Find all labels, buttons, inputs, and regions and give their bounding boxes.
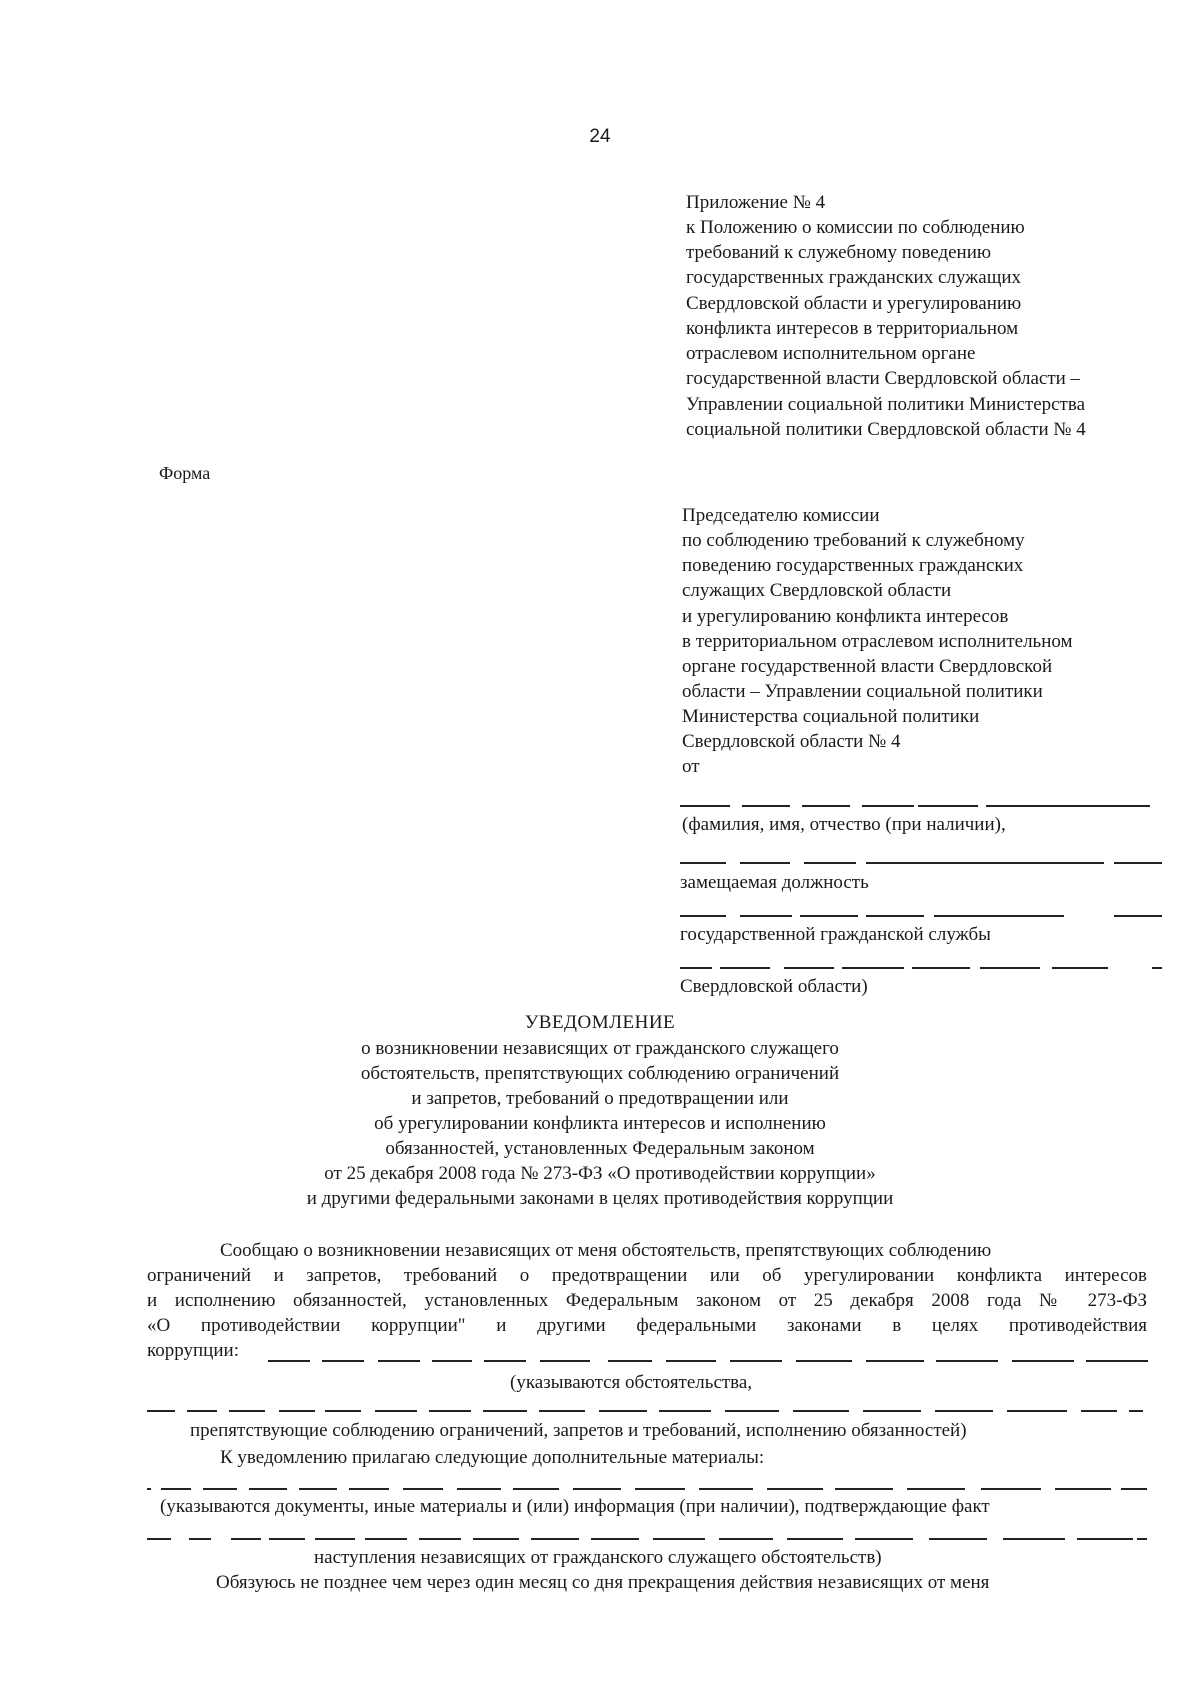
addressee-line: от bbox=[682, 756, 700, 777]
appendix-line: социальной политики Свердловской области № 4 bbox=[686, 419, 1086, 440]
appendix-line: государственной власти Свердловской области – bbox=[686, 368, 1081, 389]
body-paragraph-line: и исполнению обязанностей, установленных Федеральным законом от 25 декабря 2008 года № 273-ФЗ bbox=[147, 1290, 1147, 1311]
document-title: УВЕДОМЛЕНИЕ bbox=[524, 1012, 676, 1033]
blank-dash bbox=[1129, 1410, 1143, 1412]
addressee-line: поведению государственных гражданских bbox=[682, 555, 1024, 576]
blank-dash bbox=[279, 1410, 315, 1412]
attach-line: К уведомлению прилагаю следующие дополнительные материалы: bbox=[220, 1447, 765, 1468]
blank-dash bbox=[315, 1538, 355, 1540]
blank-dash bbox=[539, 1410, 585, 1412]
blank-dash bbox=[1114, 862, 1162, 864]
body-paragraph-line: Сообщаю о возникновении независящих от меня обстоятельств, препятствующих соблюдению bbox=[220, 1240, 992, 1261]
page-number: 24 bbox=[589, 126, 611, 147]
caption-position: замещаемая должность bbox=[680, 872, 869, 893]
blank-dash bbox=[719, 1538, 773, 1540]
blank-dash bbox=[1046, 805, 1150, 807]
addressee-line: органе государственной власти Свердловской bbox=[682, 656, 1053, 677]
blank-dash bbox=[269, 1538, 305, 1540]
caption-service: государственной гражданской службы bbox=[680, 924, 991, 945]
blank-dash bbox=[1152, 967, 1162, 969]
blank-dash bbox=[767, 1488, 823, 1490]
form-label: Форма bbox=[159, 463, 211, 483]
caption-circumstances: (указываются обстоятельства, bbox=[510, 1372, 753, 1393]
blank-dash bbox=[375, 1410, 417, 1412]
blank-dash bbox=[793, 1410, 849, 1412]
blank-dash bbox=[365, 1538, 407, 1540]
appendix-line: Управлении социальной политики Министерства bbox=[686, 394, 1086, 415]
blank-dash bbox=[863, 1410, 921, 1412]
blank-dash bbox=[231, 1538, 261, 1540]
blank-dash bbox=[513, 1488, 559, 1490]
blank-dash bbox=[573, 1488, 621, 1490]
blank-dash bbox=[635, 1488, 685, 1490]
blank-dash bbox=[653, 1538, 705, 1540]
blank-dash bbox=[740, 915, 792, 917]
blank-dash bbox=[934, 915, 1002, 917]
blank-dash bbox=[322, 1360, 364, 1362]
appendix-line: к Положению о комиссии по соблюдению bbox=[686, 217, 1025, 238]
blank-dash bbox=[855, 1538, 913, 1540]
blank-dash bbox=[936, 1360, 998, 1362]
blank-dash bbox=[483, 1410, 527, 1412]
blank-dash bbox=[608, 1360, 652, 1362]
blank-dash bbox=[325, 1410, 361, 1412]
blank-dash bbox=[866, 915, 924, 917]
blank-dash bbox=[666, 1360, 716, 1362]
appendix-line: Приложение № 4 bbox=[686, 192, 826, 213]
appendix-line: отраслевом исполнительном органе bbox=[686, 343, 976, 364]
blank-dash bbox=[1137, 1538, 1147, 1540]
blank-line-circumstances-2[interactable] bbox=[147, 1410, 1147, 1411]
blank-line-name[interactable] bbox=[680, 805, 1150, 806]
appendix-line: государственных гражданских служащих bbox=[686, 267, 1021, 288]
blank-dash bbox=[1007, 1410, 1067, 1412]
blank-dash bbox=[378, 1360, 420, 1362]
blank-dash bbox=[986, 805, 1046, 807]
blank-dash bbox=[912, 967, 970, 969]
caption-documents-2: наступления независящих от гражданского служащего обстоятельств) bbox=[314, 1547, 882, 1568]
corruption-label: коррупции: bbox=[147, 1340, 239, 1361]
body-paragraph-line: «О противодействии коррупции" и другими федеральными законами в целях противодействия bbox=[147, 1315, 1147, 1336]
blank-dash bbox=[591, 1538, 639, 1540]
blank-dash bbox=[929, 1538, 987, 1540]
blank-dash bbox=[742, 805, 790, 807]
subtitle-line: от 25 декабря 2008 года № 273-ФЗ «О противодействии коррупции» bbox=[324, 1163, 876, 1184]
blank-dash bbox=[787, 1538, 843, 1540]
blank-dash bbox=[725, 1410, 779, 1412]
blank-line-service[interactable] bbox=[680, 915, 1162, 916]
blank-dash bbox=[403, 1488, 443, 1490]
blank-dash bbox=[1121, 1488, 1147, 1490]
blank-dash bbox=[1052, 967, 1108, 969]
appendix-line: Свердловской области и урегулированию bbox=[686, 293, 1022, 314]
blank-dash bbox=[680, 967, 712, 969]
blank-dash bbox=[796, 1360, 852, 1362]
addressee-line: в территориальном отраслевом исполнительном bbox=[682, 631, 1073, 652]
blank-dash bbox=[730, 1360, 782, 1362]
blank-dash bbox=[980, 967, 1040, 969]
blank-dash bbox=[680, 805, 730, 807]
appendix-line: конфликта интересов в территориальном bbox=[686, 318, 1019, 339]
blank-dash bbox=[866, 1360, 924, 1362]
subtitle-line: и другими федеральными законами в целях противодействия коррупции bbox=[306, 1188, 894, 1209]
blank-dash bbox=[1002, 915, 1064, 917]
subtitle-line: обязанностей, установленных Федеральным законом bbox=[385, 1138, 815, 1159]
blank-dash bbox=[680, 862, 726, 864]
blank-dash bbox=[299, 1488, 337, 1490]
caption-circumstances-2: препятствующие соблюдению ограничений, запретов и требований, исполнению обязанностей) bbox=[190, 1420, 967, 1441]
blank-dash bbox=[802, 805, 850, 807]
addressee-line: Свердловской области № 4 bbox=[682, 731, 901, 752]
blank-dash bbox=[229, 1410, 265, 1412]
subtitle-line: о возникновении независящих от гражданского служащего bbox=[361, 1038, 839, 1059]
blank-dash bbox=[189, 1538, 211, 1540]
blank-dash bbox=[147, 1410, 175, 1412]
blank-dash bbox=[484, 1360, 526, 1362]
subtitle-line: об урегулировании конфликта интересов и исполнению bbox=[374, 1113, 826, 1134]
body-paragraph-line: ограничений и запретов, требований о предотвращении или об урегулировании конфликта интересов bbox=[147, 1265, 1147, 1286]
blank-dash bbox=[907, 1488, 965, 1490]
blank-dash bbox=[147, 1538, 171, 1540]
blank-dash bbox=[842, 967, 904, 969]
blank-dash bbox=[1114, 915, 1162, 917]
caption-documents: (указываются документы, иные материалы и (или) информация (при наличии), подтверждающие факт bbox=[160, 1496, 990, 1517]
blank-dash bbox=[187, 1410, 217, 1412]
blank-dash bbox=[1086, 1360, 1148, 1362]
addressee-line: области – Управлении социальной политики bbox=[682, 681, 1043, 702]
blank-dash bbox=[935, 1410, 993, 1412]
blank-dash bbox=[981, 1488, 1041, 1490]
blank-dash bbox=[804, 862, 856, 864]
blank-dash bbox=[1012, 1360, 1074, 1362]
blank-dash bbox=[1055, 1488, 1111, 1490]
blank-dash bbox=[473, 1538, 519, 1540]
blank-dash bbox=[998, 862, 1104, 864]
blank-dash bbox=[932, 862, 998, 864]
blank-dash bbox=[349, 1488, 389, 1490]
addressee-line: Министерства социальной политики bbox=[682, 706, 980, 727]
obligation-line: Обязуюсь не позднее чем через один месяц со дня прекращения действия независящих от меня bbox=[216, 1572, 990, 1593]
subtitle-line: и запретов, требований о предотвращении или bbox=[411, 1088, 789, 1109]
blank-dash bbox=[432, 1360, 472, 1362]
blank-dash bbox=[1081, 1410, 1117, 1412]
blank-dash bbox=[862, 805, 914, 807]
blank-dash bbox=[835, 1488, 893, 1490]
addressee-line: Председателю комиссии bbox=[682, 505, 880, 526]
blank-line-circumstances[interactable] bbox=[268, 1360, 1148, 1361]
blank-dash bbox=[800, 915, 858, 917]
blank-dash bbox=[429, 1410, 471, 1412]
blank-dash bbox=[659, 1410, 711, 1412]
blank-dash bbox=[147, 1488, 151, 1490]
blank-dash bbox=[680, 915, 726, 917]
blank-dash bbox=[866, 862, 932, 864]
blank-dash bbox=[699, 1488, 753, 1490]
blank-line-position[interactable] bbox=[680, 862, 1162, 863]
blank-line-documents-2[interactable] bbox=[147, 1538, 1147, 1539]
blank-line-attachments[interactable] bbox=[147, 1488, 1147, 1489]
blank-dash bbox=[918, 805, 978, 807]
appendix-line: требований к служебному поведению bbox=[686, 242, 992, 263]
blank-dash bbox=[1077, 1538, 1133, 1540]
blank-dash bbox=[740, 862, 790, 864]
caption-region: Свердловской области) bbox=[680, 976, 868, 997]
blank-dash bbox=[419, 1538, 461, 1540]
caption-full-name: (фамилия, имя, отчество (при наличии), bbox=[682, 814, 1006, 835]
blank-dash bbox=[1003, 1538, 1065, 1540]
blank-dash bbox=[161, 1488, 191, 1490]
addressee-line: служащих Свердловской области bbox=[682, 580, 952, 601]
addressee-line: по соблюдению требований к служебному bbox=[682, 530, 1025, 551]
blank-dash bbox=[599, 1410, 647, 1412]
blank-dash bbox=[457, 1488, 501, 1490]
blank-dash bbox=[540, 1360, 590, 1362]
blank-line-region[interactable] bbox=[680, 967, 1162, 968]
addressee-line: и урегулированию конфликта интересов bbox=[682, 606, 1009, 627]
blank-dash bbox=[784, 967, 834, 969]
subtitle-line: обстоятельств, препятствующих соблюдению ограничений bbox=[360, 1063, 840, 1084]
blank-dash bbox=[249, 1488, 287, 1490]
blank-dash bbox=[720, 967, 770, 969]
blank-dash bbox=[531, 1538, 579, 1540]
blank-dash bbox=[203, 1488, 237, 1490]
blank-dash bbox=[268, 1360, 310, 1362]
